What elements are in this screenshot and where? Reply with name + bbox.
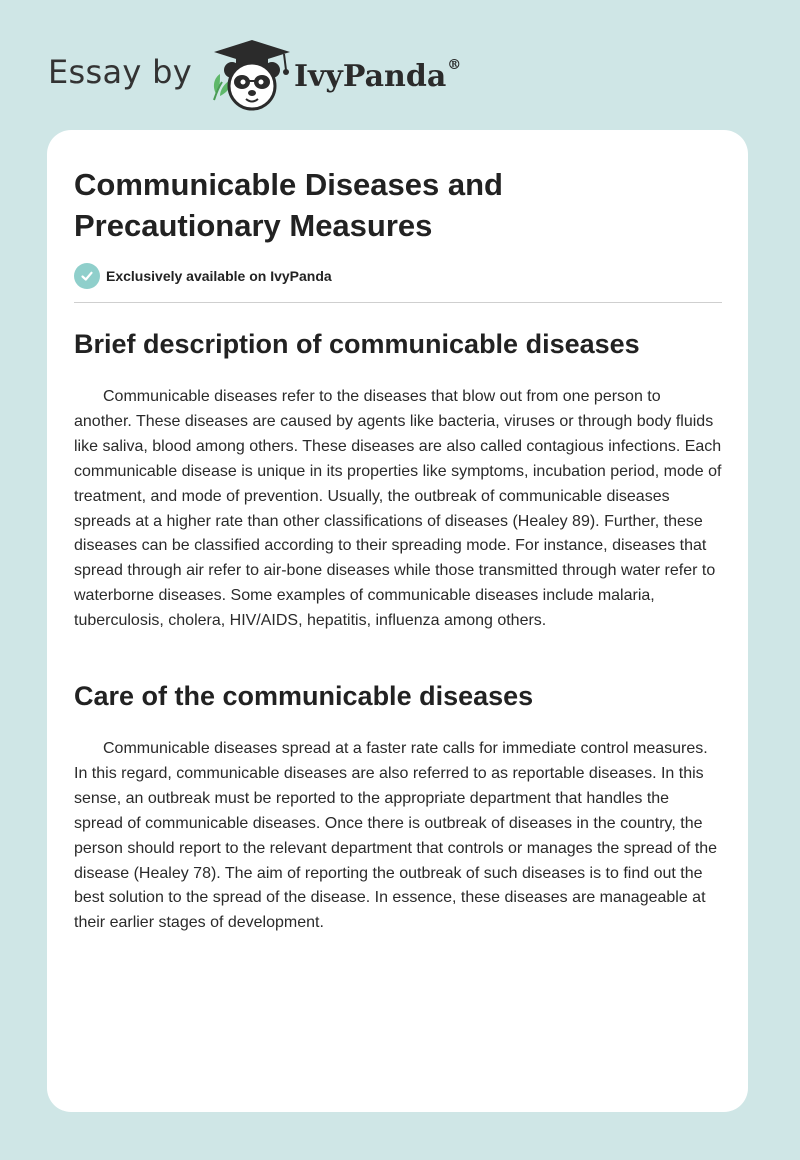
exclusive-badge bbox=[74, 263, 332, 289]
brand-name[interactable]: IvyPanda® bbox=[293, 56, 462, 94]
essay-by-label: Essay by bbox=[48, 53, 192, 91]
registered-mark: ® bbox=[447, 56, 462, 73]
site-header bbox=[48, 36, 461, 112]
section-heading-care: Care of the communicable diseases bbox=[74, 681, 534, 711]
check-circle-icon bbox=[74, 263, 100, 289]
essay-card bbox=[47, 130, 748, 1112]
badge-text: Exclusively available on IvyPanda bbox=[106, 268, 332, 284]
page-title: Communicable Diseases and Precautionary Measures bbox=[74, 167, 503, 243]
divider bbox=[74, 302, 722, 303]
panda-logo-icon[interactable] bbox=[206, 36, 298, 112]
section-paragraph-description: Communicable diseases refer to the diseases that blow out from one person to another. These diseases are caused by agents like bacteria, viruses or through body fluids like saliva, blood among others. These diseases are also called contagious infections. Each communicable disease is unique in its properties like symptoms, incubation period, mode of treatment, and mode of prevention. Usually, the outbreak of communicable diseases spreads at a higher rate than other classifications of diseases (Healey 89). Further, these diseases can be classified according to their spreading mode. For instance, diseases that spread through air refer to air-bone diseases while those transmitted through water refer to waterborne diseases. Some examples of communicable diseases include malaria, tuberculosis, cholera, HIV/AIDS, hepatitis, influenza among others. bbox=[74, 388, 722, 630]
section-paragraph-care: Communicable diseases spread at a faster rate calls for immediate control measures. In this regard, communicable diseases are also referred to as reportable diseases. In this sense, an outbreak must be reported to the appropriate department that handles the spread of communicable diseases. Once there is outbreak of diseases in the country, the person should report to the relevant department that controls or manages the spread of the disease (Healey 78). The aim of reporting the outbreak of such diseases is to find out the best solution to the spread of the disease. In essence, these diseases are manageable at their earlier stages of development. bbox=[74, 740, 718, 932]
section-heading-description: Brief description of communicable diseases bbox=[74, 329, 640, 359]
